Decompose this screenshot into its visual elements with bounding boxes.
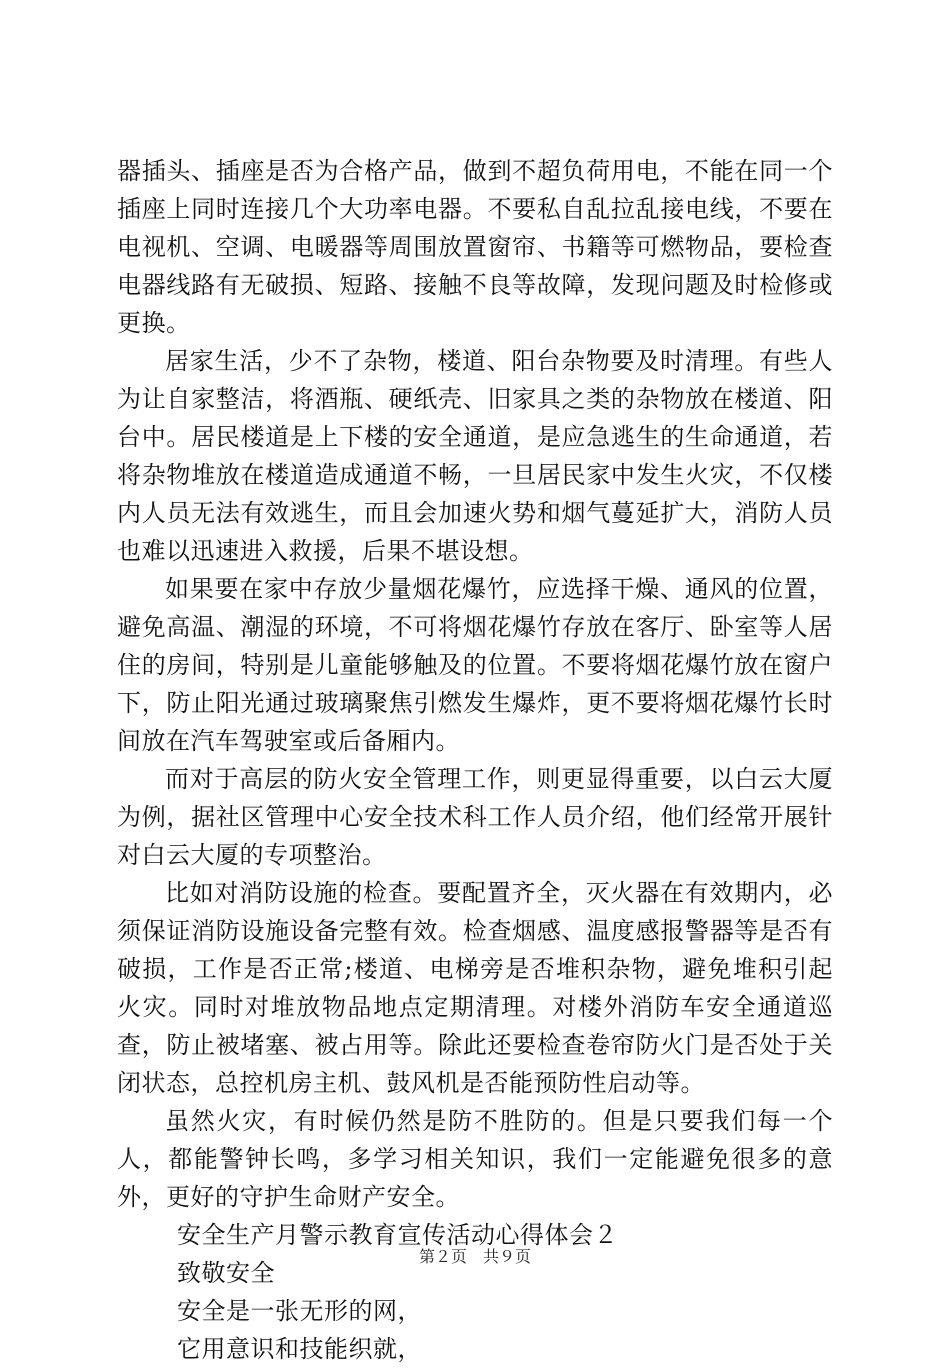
poem-line: 它用意识和技能织就， xyxy=(177,1335,422,1363)
document-body xyxy=(117,152,833,1368)
paragraph-high-rise-management: 而对于高层的防火安全管理工作，则更显得重要，以白云大厦为例，据社区管理中心安全技术科工作人员介绍，他们经常开展针对白云大厦的专项整治。 xyxy=(117,765,833,869)
paragraph-conclusion: 虽然火灾，有时候仍然是防不胜防的。但是只要我们每一个人，都能警钟长鸣，多学习相关知识，我们一定能避免很多的意外，更好的守护生命财产安全。 xyxy=(117,1107,833,1211)
paragraph-electrical-safety: 器插头、插座是否为合格产品，做到不超负荷用电，不能在同一个插座上同时连接几个大功率电器。不要私自乱拉乱接电线，不要在电视机、空调、电暖器等周围放置窗帘、书籍等可燃物品，要检查电器线路有无破损、短路、接触不良等故障，发现问题及时检修或更换。 xyxy=(117,157,833,337)
paragraph-facility-inspection: 比如对消防设施的检查。要配置齐全，灭火器在有效期内，必须保证消防设施设备完整有效。检查烟感、温度感报警器等是否有破损，工作是否正常;楼道、电梯旁是否堆积杂物，避免堆积引起火灾。同时对堆放物品地点定期清理。对楼外消防车安全通道巡查，防止被堵塞、被占用等。除此还要检查卷帘防火门是否处于关闭状态，总控机房主机、鼓风机是否能预防性启动等。 xyxy=(117,879,833,1097)
page-footer: 第２页 共９页 xyxy=(418,1247,531,1266)
section-heading: 安全生产月警示教育宣传活动心得体会２ xyxy=(177,1221,618,1249)
poem-line: 安全是一张无形的网， xyxy=(177,1297,422,1325)
paragraph-fireworks-storage: 如果要在家中存放少量烟花爆竹，应选择干燥、通风的位置，避免高温、潮湿的环境，不可将烟花爆竹存放在客厅、卧室等人居住的房间，特别是儿童能够触及的位置。不要将烟花爆竹放在窗户下，防止阳光通过玻璃聚焦引燃发生爆炸，更不要将烟花爆竹长时间放在汽车驾驶室或后备厢内。 xyxy=(117,575,833,755)
poem-title: 致敬安全 xyxy=(177,1259,275,1287)
paragraph-clutter-cleanup: 居家生活，少不了杂物，楼道、阳台杂物要及时清理。有些人为让自家整洁，将酒瓶、硬纸壳、旧家具之类的杂物放在楼道、阳台中。居民楼道是上下楼的安全通道，是应急逃生的生命通道，若将杂物堆放在楼道造成通道不畅，一旦居民家中发生火灾，不仅楼内人员无法有效逃生，而且会加速火势和烟气蔓延扩大，消防人员也难以迅速进入救援，后果不堪设想。 xyxy=(117,347,833,565)
